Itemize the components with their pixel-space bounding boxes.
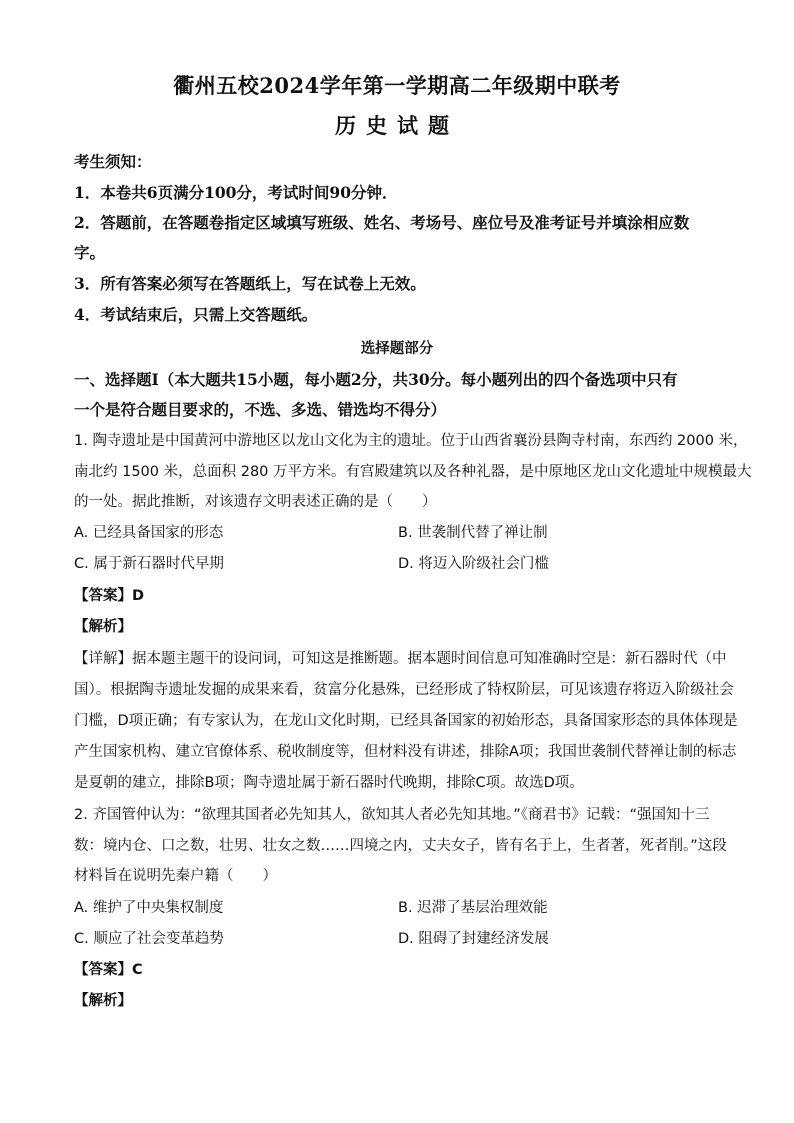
q1-detail-4: 产生国家机构、建立官僚体系、税收制度等，但材料没有讲述，排除A项；我国世袭制代替禅让制的标志 xyxy=(74,744,737,760)
subject-title: 历史试题 xyxy=(335,113,459,138)
q2-option-d: D. 阻碍了封建经济发展 xyxy=(398,931,549,947)
q1-analysis-label: 【解析】 xyxy=(74,619,132,635)
q1-option-d: D. 将迈入阶级社会门槛 xyxy=(398,556,549,572)
q1-option-a: A. 已经具备国家的形态 xyxy=(74,525,224,541)
notice-item-2: 2．答题前，在答题卷指定区域填写班级、姓名、考场号、座位号及准考证号并填涂相应数 xyxy=(74,213,690,232)
q1-detail-2: 国）。根据陶寺遗址发掘的成果来看，贫富分化悬殊，已经形成了特权阶层，可见该遗存将迈入阶级社会 xyxy=(74,682,734,698)
q1-option-b: B. 世袭制代替了禅让制 xyxy=(398,525,548,541)
notice-item-4: 4．考试结束后，只需上交答题纸。 xyxy=(74,305,318,324)
notice-item-1: 1．本卷共6页满分100分，考试时间90分钟． xyxy=(74,183,398,202)
notice-heading: 考生须知： xyxy=(74,152,152,171)
q1-stem-1: 1. 陶寺遗址是中国黄河中游地区以龙山文化为主的遗址。位于山西省襄汾县陶寺村南，东西约 2000 米， xyxy=(74,433,748,449)
q1-stem-3: 的一处。据此推断，对该遗存文明表述正确的是（ ） xyxy=(74,494,437,510)
notice-item-3: 3．所有答案必须写在答题纸上，写在试卷上无效。 xyxy=(74,274,426,293)
q2-option-a: A. 维护了中央集权制度 xyxy=(74,900,224,916)
part-instructions-1: 一、选择题Ⅰ（本大题共15小题，每小题2分，共30分。每小题列出的四个备选项中只有 xyxy=(74,370,678,389)
exam-title: 衢州五校2024学年第一学期高二年级期中联考 xyxy=(173,73,621,98)
q1-answer: 【答案】D xyxy=(74,588,145,604)
q1-detail-1: 【详解】据本题主题干的设问词，可知这是推断题。据本题时间信息可知准确时空是：新石器时代（中 xyxy=(74,651,727,667)
q2-option-c: C. 顺应了社会变革趋势 xyxy=(74,931,224,947)
section-title: 选择题部分 xyxy=(360,340,434,357)
q1-detail-3: 门槛，D项正确；有专家认为，在龙山文化时期，已经具备国家的初始形态，具备国家形态的具体体现是 xyxy=(74,713,738,729)
q1-option-c: C. 属于新石器时代早期 xyxy=(74,556,224,572)
q2-stem-1: 2. 齐国管仲认为：“欲理其国者必先知其人，欲知其人者必先知其地。”《商君书》记载：“强国知十三 xyxy=(74,807,710,823)
q2-stem-3: 材料旨在说明先秦户籍（ ） xyxy=(74,868,277,884)
q2-analysis-label: 【解析】 xyxy=(74,993,132,1009)
q1-detail-5: 是夏朝的建立，排除B项；陶寺遗址属于新石器时代晚期，排除C项。故选D项。 xyxy=(74,775,584,791)
q2-option-b: B. 迟滞了基层治理效能 xyxy=(398,900,548,916)
q2-answer: 【答案】C xyxy=(74,962,143,978)
notice-item-2-cont: 字。 xyxy=(74,243,106,262)
part-instructions-2: 一个是符合题目要求的，不选、多选、错选均不得分） xyxy=(74,400,447,419)
q1-stem-2: 南北约 1500 米，总面积 280 万平方米。有宫殿建筑以及各种礼器，是中原地区龙山文化遗址中规模最大 xyxy=(74,464,752,480)
q2-stem-2: 数：境内仓、口之数，壮男、壮女之数……四境之内，丈夫女子，皆有名于上，生者著，死者削。”这段 xyxy=(74,838,727,854)
